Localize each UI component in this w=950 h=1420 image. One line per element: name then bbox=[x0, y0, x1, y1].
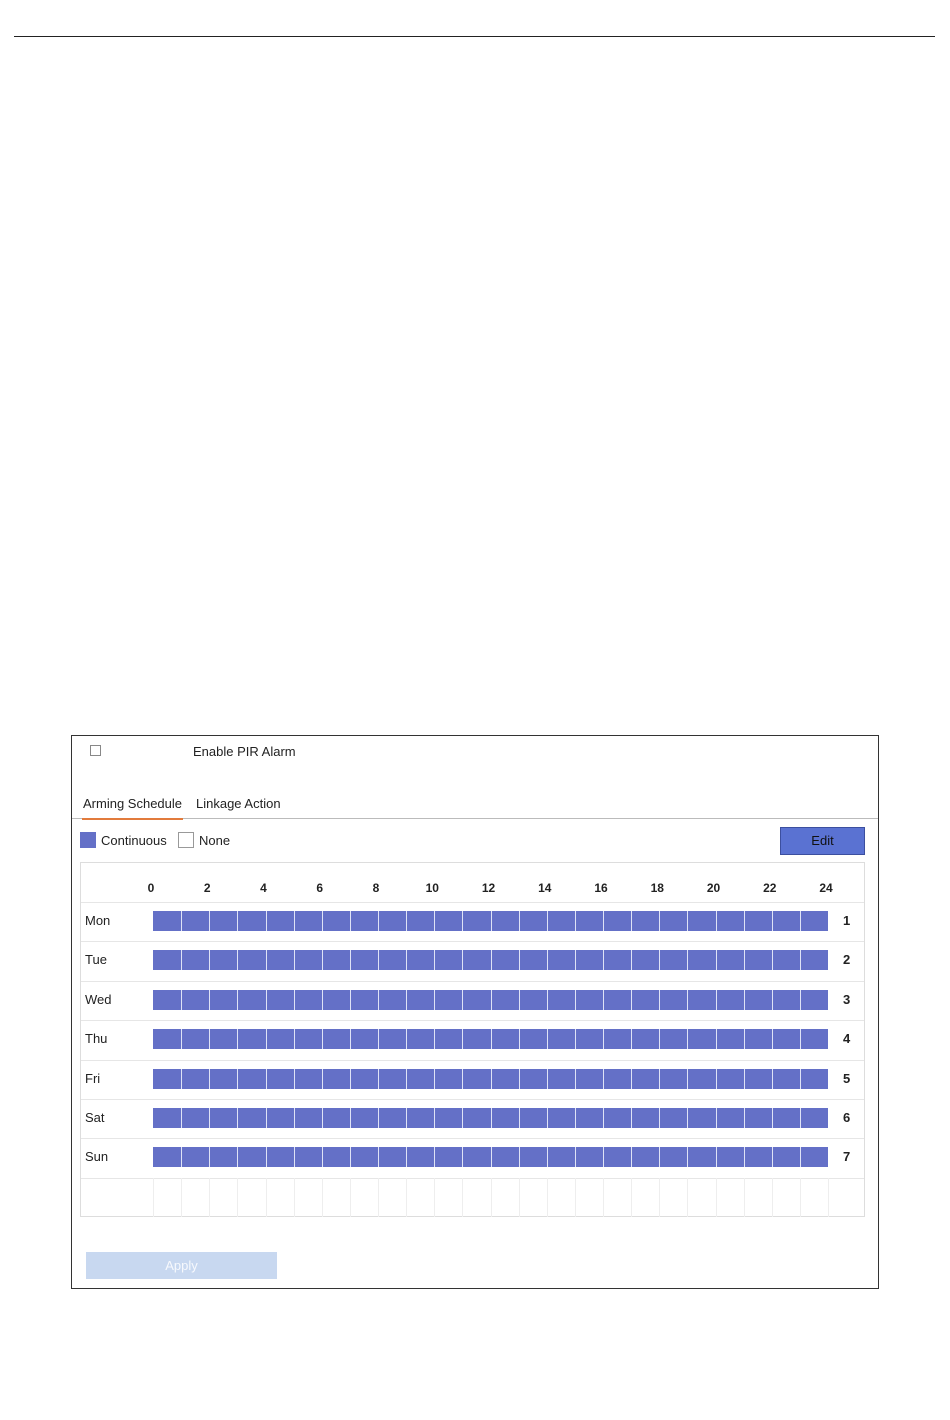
grid-column-line bbox=[716, 1178, 717, 1217]
hour-divider bbox=[266, 990, 267, 1010]
hour-divider bbox=[547, 950, 548, 970]
hour-divider bbox=[378, 950, 379, 970]
grid-row-line bbox=[81, 1138, 864, 1139]
continuous-label: Continuous bbox=[101, 833, 167, 848]
grid-column-line bbox=[181, 1178, 182, 1217]
hour-divider bbox=[687, 1108, 688, 1128]
hour-divider bbox=[800, 1108, 801, 1128]
hour-divider bbox=[434, 1108, 435, 1128]
hour-divider bbox=[406, 1029, 407, 1049]
hour-divider bbox=[519, 950, 520, 970]
hour-divider bbox=[406, 911, 407, 931]
hour-divider bbox=[716, 1029, 717, 1049]
hour-divider bbox=[800, 1069, 801, 1089]
hour-divider bbox=[406, 1108, 407, 1128]
arming-schedule-grid bbox=[80, 862, 865, 1217]
pir-alarm-settings-panel bbox=[71, 735, 879, 1289]
hour-divider bbox=[350, 990, 351, 1010]
hour-divider bbox=[378, 990, 379, 1010]
hour-divider bbox=[209, 990, 210, 1010]
hour-divider bbox=[209, 1029, 210, 1049]
hour-divider bbox=[350, 911, 351, 931]
grid-column-line bbox=[828, 1178, 829, 1217]
hour-divider bbox=[294, 911, 295, 931]
hour-divider bbox=[237, 990, 238, 1010]
hour-divider bbox=[209, 1147, 210, 1167]
grid-column-line bbox=[547, 1178, 548, 1217]
hour-divider bbox=[519, 1108, 520, 1128]
hour-divider bbox=[519, 1147, 520, 1167]
hour-divider bbox=[716, 950, 717, 970]
day-label-mon: Mon bbox=[85, 913, 111, 928]
hour-divider bbox=[659, 1029, 660, 1049]
hour-divider bbox=[547, 1147, 548, 1167]
hour-divider bbox=[716, 1108, 717, 1128]
grid-row-line bbox=[81, 902, 864, 903]
hour-divider bbox=[519, 1069, 520, 1089]
hour-divider bbox=[800, 1147, 801, 1167]
hour-divider bbox=[631, 1029, 632, 1049]
hour-divider bbox=[575, 1108, 576, 1128]
hour-divider bbox=[462, 1147, 463, 1167]
schedule-bar-sun[interactable] bbox=[153, 1147, 828, 1167]
grid-row-line bbox=[81, 941, 864, 942]
hour-divider bbox=[800, 911, 801, 931]
hour-divider bbox=[603, 950, 604, 970]
grid-column-line bbox=[434, 1178, 435, 1217]
grid-column-line bbox=[772, 1178, 773, 1217]
continuous-swatch[interactable] bbox=[80, 832, 96, 848]
hour-divider bbox=[462, 1029, 463, 1049]
hour-divider bbox=[462, 990, 463, 1010]
hour-label: 14 bbox=[538, 881, 552, 895]
grid-column-line bbox=[237, 1178, 238, 1217]
hour-divider bbox=[631, 1108, 632, 1128]
hour-divider bbox=[716, 911, 717, 931]
grid-column-line bbox=[350, 1178, 351, 1217]
enable-pir-alarm-label: Enable PIR Alarm bbox=[193, 744, 296, 759]
day-label-fri: Fri bbox=[85, 1070, 101, 1086]
hour-divider bbox=[744, 911, 745, 931]
hour-divider bbox=[575, 911, 576, 931]
hour-divider bbox=[687, 1147, 688, 1167]
hour-divider bbox=[294, 1147, 295, 1167]
none-label: None bbox=[199, 833, 231, 848]
hour-divider bbox=[266, 911, 267, 931]
hour-divider bbox=[744, 1069, 745, 1089]
hour-divider bbox=[462, 950, 463, 970]
hour-divider bbox=[491, 1147, 492, 1167]
hour-divider bbox=[575, 1029, 576, 1049]
enable-pir-alarm-checkbox[interactable] bbox=[90, 745, 101, 756]
day-number-1[interactable]: 1 bbox=[843, 913, 851, 928]
grid-column-line bbox=[491, 1178, 492, 1217]
none-swatch[interactable] bbox=[178, 832, 194, 848]
hour-divider bbox=[603, 1029, 604, 1049]
hour-divider bbox=[687, 911, 688, 931]
tab-arming-schedule[interactable]: Arming Schedule bbox=[82, 796, 183, 820]
hour-divider bbox=[659, 990, 660, 1010]
hour-divider bbox=[631, 911, 632, 931]
hour-divider bbox=[378, 1029, 379, 1049]
hour-divider bbox=[547, 990, 548, 1010]
tab-linkage-action[interactable]: Linkage Action bbox=[196, 796, 281, 811]
hour-divider bbox=[209, 911, 210, 931]
hour-divider bbox=[603, 1069, 604, 1089]
grid-column-line bbox=[378, 1178, 379, 1217]
hour-divider bbox=[603, 911, 604, 931]
hour-divider bbox=[659, 1108, 660, 1128]
hour-divider bbox=[772, 1108, 773, 1128]
hour-label: 18 bbox=[650, 881, 664, 895]
hour-divider bbox=[209, 950, 210, 970]
hour-divider bbox=[434, 911, 435, 931]
schedule-bar-tue[interactable] bbox=[153, 950, 828, 970]
day-label-sat: Sat bbox=[85, 1110, 105, 1125]
day-label-sun: Sun bbox=[85, 1149, 109, 1165]
hour-divider bbox=[434, 990, 435, 1010]
grid-column-line bbox=[659, 1178, 660, 1217]
hour-label: 6 bbox=[316, 881, 324, 895]
grid-column-line bbox=[744, 1178, 745, 1217]
hour-divider bbox=[772, 1029, 773, 1049]
day-number-7[interactable]: 7 bbox=[843, 1149, 851, 1165]
hour-divider bbox=[350, 1029, 351, 1049]
hour-divider bbox=[575, 990, 576, 1010]
hour-label: 10 bbox=[425, 881, 439, 895]
hour-divider bbox=[378, 1108, 379, 1128]
schedule-bar-wed[interactable] bbox=[153, 990, 828, 1010]
hour-divider bbox=[294, 1108, 295, 1128]
hour-divider bbox=[603, 1108, 604, 1128]
hour-divider bbox=[237, 1029, 238, 1049]
hour-divider bbox=[800, 990, 801, 1010]
hour-divider bbox=[631, 1069, 632, 1089]
hour-divider bbox=[378, 1069, 379, 1089]
hour-divider bbox=[406, 950, 407, 970]
hour-divider bbox=[294, 1069, 295, 1089]
hour-divider bbox=[659, 1069, 660, 1089]
hour-divider bbox=[800, 1029, 801, 1049]
hour-divider bbox=[744, 1108, 745, 1128]
hour-divider bbox=[378, 1147, 379, 1167]
hour-divider bbox=[322, 1069, 323, 1089]
grid-column-line bbox=[631, 1178, 632, 1217]
hour-divider bbox=[800, 950, 801, 970]
hour-divider bbox=[322, 990, 323, 1010]
hour-divider bbox=[266, 1147, 267, 1167]
hour-divider bbox=[772, 990, 773, 1010]
hour-divider bbox=[687, 1029, 688, 1049]
hour-divider bbox=[744, 1029, 745, 1049]
grid-column-line bbox=[519, 1178, 520, 1217]
hour-divider bbox=[575, 1069, 576, 1089]
grid-row-line bbox=[81, 1178, 864, 1179]
hour-divider bbox=[434, 950, 435, 970]
hour-divider bbox=[462, 1069, 463, 1089]
hour-divider bbox=[209, 1069, 210, 1089]
hour-divider bbox=[266, 950, 267, 970]
hour-divider bbox=[772, 1069, 773, 1089]
grid-column-line bbox=[687, 1178, 688, 1217]
hour-divider bbox=[603, 1147, 604, 1167]
hour-divider bbox=[772, 1147, 773, 1167]
grid-column-line bbox=[153, 1178, 154, 1217]
hour-divider bbox=[181, 950, 182, 970]
hour-divider bbox=[350, 1147, 351, 1167]
day-label-thu: Thu bbox=[85, 1031, 108, 1047]
hour-divider bbox=[659, 950, 660, 970]
schedule-bar-sat[interactable] bbox=[153, 1108, 828, 1128]
hour-divider bbox=[491, 1029, 492, 1049]
schedule-bar-fri[interactable] bbox=[153, 1069, 828, 1089]
hour-divider bbox=[462, 1108, 463, 1128]
top-rule bbox=[14, 36, 935, 37]
grid-column-line bbox=[406, 1178, 407, 1217]
hour-divider bbox=[322, 911, 323, 931]
grid-row-line bbox=[81, 1020, 864, 1021]
hour-divider bbox=[322, 1147, 323, 1167]
hour-divider bbox=[491, 950, 492, 970]
tab-bar bbox=[72, 796, 878, 819]
grid-column-line bbox=[322, 1178, 323, 1217]
hour-divider bbox=[294, 950, 295, 970]
hour-divider bbox=[687, 1069, 688, 1089]
day-number-2[interactable]: 2 bbox=[843, 952, 851, 968]
grid-column-line bbox=[266, 1178, 267, 1217]
hour-divider bbox=[547, 1108, 548, 1128]
hour-divider bbox=[631, 950, 632, 970]
hour-divider bbox=[406, 1069, 407, 1089]
grid-column-line bbox=[800, 1178, 801, 1217]
hour-divider bbox=[603, 990, 604, 1010]
grid-row-line bbox=[81, 1099, 864, 1100]
hour-divider bbox=[631, 990, 632, 1010]
apply-button[interactable]: Apply bbox=[86, 1252, 277, 1279]
hour-divider bbox=[322, 1029, 323, 1049]
hour-divider bbox=[519, 1029, 520, 1049]
hour-divider bbox=[322, 1108, 323, 1128]
hour-divider bbox=[491, 1108, 492, 1128]
hour-divider bbox=[434, 1147, 435, 1167]
hour-divider bbox=[716, 990, 717, 1010]
hour-divider bbox=[266, 1069, 267, 1089]
hour-divider bbox=[294, 990, 295, 1010]
hour-divider bbox=[547, 911, 548, 931]
hour-divider bbox=[237, 1147, 238, 1167]
hour-divider bbox=[744, 950, 745, 970]
hour-label: 2 bbox=[203, 881, 211, 895]
hour-divider bbox=[631, 1147, 632, 1167]
hour-divider bbox=[462, 911, 463, 931]
hour-divider bbox=[772, 911, 773, 931]
hour-divider bbox=[237, 1108, 238, 1128]
day-number-4[interactable]: 4 bbox=[843, 1031, 851, 1047]
grid-column-line bbox=[603, 1178, 604, 1217]
hour-divider bbox=[294, 1029, 295, 1049]
hour-divider bbox=[716, 1069, 717, 1089]
hour-divider bbox=[181, 990, 182, 1010]
hour-divider bbox=[237, 1069, 238, 1089]
edit-button[interactable]: Edit bbox=[780, 827, 865, 855]
grid-column-line bbox=[294, 1178, 295, 1217]
hour-divider bbox=[181, 1108, 182, 1128]
hour-label: 16 bbox=[594, 881, 608, 895]
hour-divider bbox=[266, 1108, 267, 1128]
hour-divider bbox=[434, 1029, 435, 1049]
hour-divider bbox=[350, 950, 351, 970]
grid-row-line bbox=[81, 1060, 864, 1061]
hour-divider bbox=[350, 1108, 351, 1128]
hour-divider bbox=[237, 911, 238, 931]
hour-divider bbox=[744, 1147, 745, 1167]
grid-column-line bbox=[209, 1178, 210, 1217]
hour-divider bbox=[547, 1029, 548, 1049]
hour-divider bbox=[687, 950, 688, 970]
hour-divider bbox=[772, 950, 773, 970]
hour-divider bbox=[575, 950, 576, 970]
hour-divider bbox=[491, 990, 492, 1010]
hour-divider bbox=[406, 990, 407, 1010]
hour-label: 20 bbox=[706, 881, 721, 895]
hour-divider bbox=[575, 1147, 576, 1167]
hour-divider bbox=[237, 950, 238, 970]
hour-label: 8 bbox=[372, 881, 380, 895]
hour-divider bbox=[378, 911, 379, 931]
grid-column-line bbox=[462, 1178, 463, 1217]
hour-divider bbox=[350, 1069, 351, 1089]
schedule-bar-thu[interactable] bbox=[153, 1029, 828, 1049]
hour-label: 0 bbox=[147, 881, 155, 895]
hour-label: 24 bbox=[819, 881, 833, 895]
hour-divider bbox=[181, 911, 182, 931]
hour-divider bbox=[266, 1029, 267, 1049]
day-label-tue: Tue bbox=[85, 952, 107, 968]
hour-divider bbox=[744, 990, 745, 1010]
day-label-wed: Wed bbox=[85, 991, 112, 1007]
day-number-5[interactable]: 5 bbox=[843, 1070, 851, 1086]
hour-divider bbox=[659, 1147, 660, 1167]
hour-label: 4 bbox=[260, 881, 267, 895]
hour-divider bbox=[519, 990, 520, 1010]
hour-divider bbox=[659, 911, 660, 931]
day-number-3[interactable]: 3 bbox=[843, 991, 851, 1007]
hour-divider bbox=[519, 911, 520, 931]
grid-column-line bbox=[575, 1178, 576, 1217]
hour-divider bbox=[434, 1069, 435, 1089]
hour-divider bbox=[491, 1069, 492, 1089]
day-number-6[interactable]: 6 bbox=[843, 1110, 851, 1125]
hour-divider bbox=[491, 911, 492, 931]
hour-label: 22 bbox=[763, 881, 777, 895]
hour-divider bbox=[181, 1029, 182, 1049]
hour-divider bbox=[547, 1069, 548, 1089]
schedule-bar-mon[interactable] bbox=[153, 911, 828, 931]
hour-divider bbox=[716, 1147, 717, 1167]
hour-divider bbox=[181, 1147, 182, 1167]
hour-label: 12 bbox=[481, 881, 496, 895]
hour-divider bbox=[181, 1069, 182, 1089]
grid-row-line bbox=[81, 981, 864, 982]
hour-divider bbox=[322, 950, 323, 970]
hour-divider bbox=[406, 1147, 407, 1167]
hour-divider bbox=[209, 1108, 210, 1128]
hour-divider bbox=[687, 990, 688, 1010]
